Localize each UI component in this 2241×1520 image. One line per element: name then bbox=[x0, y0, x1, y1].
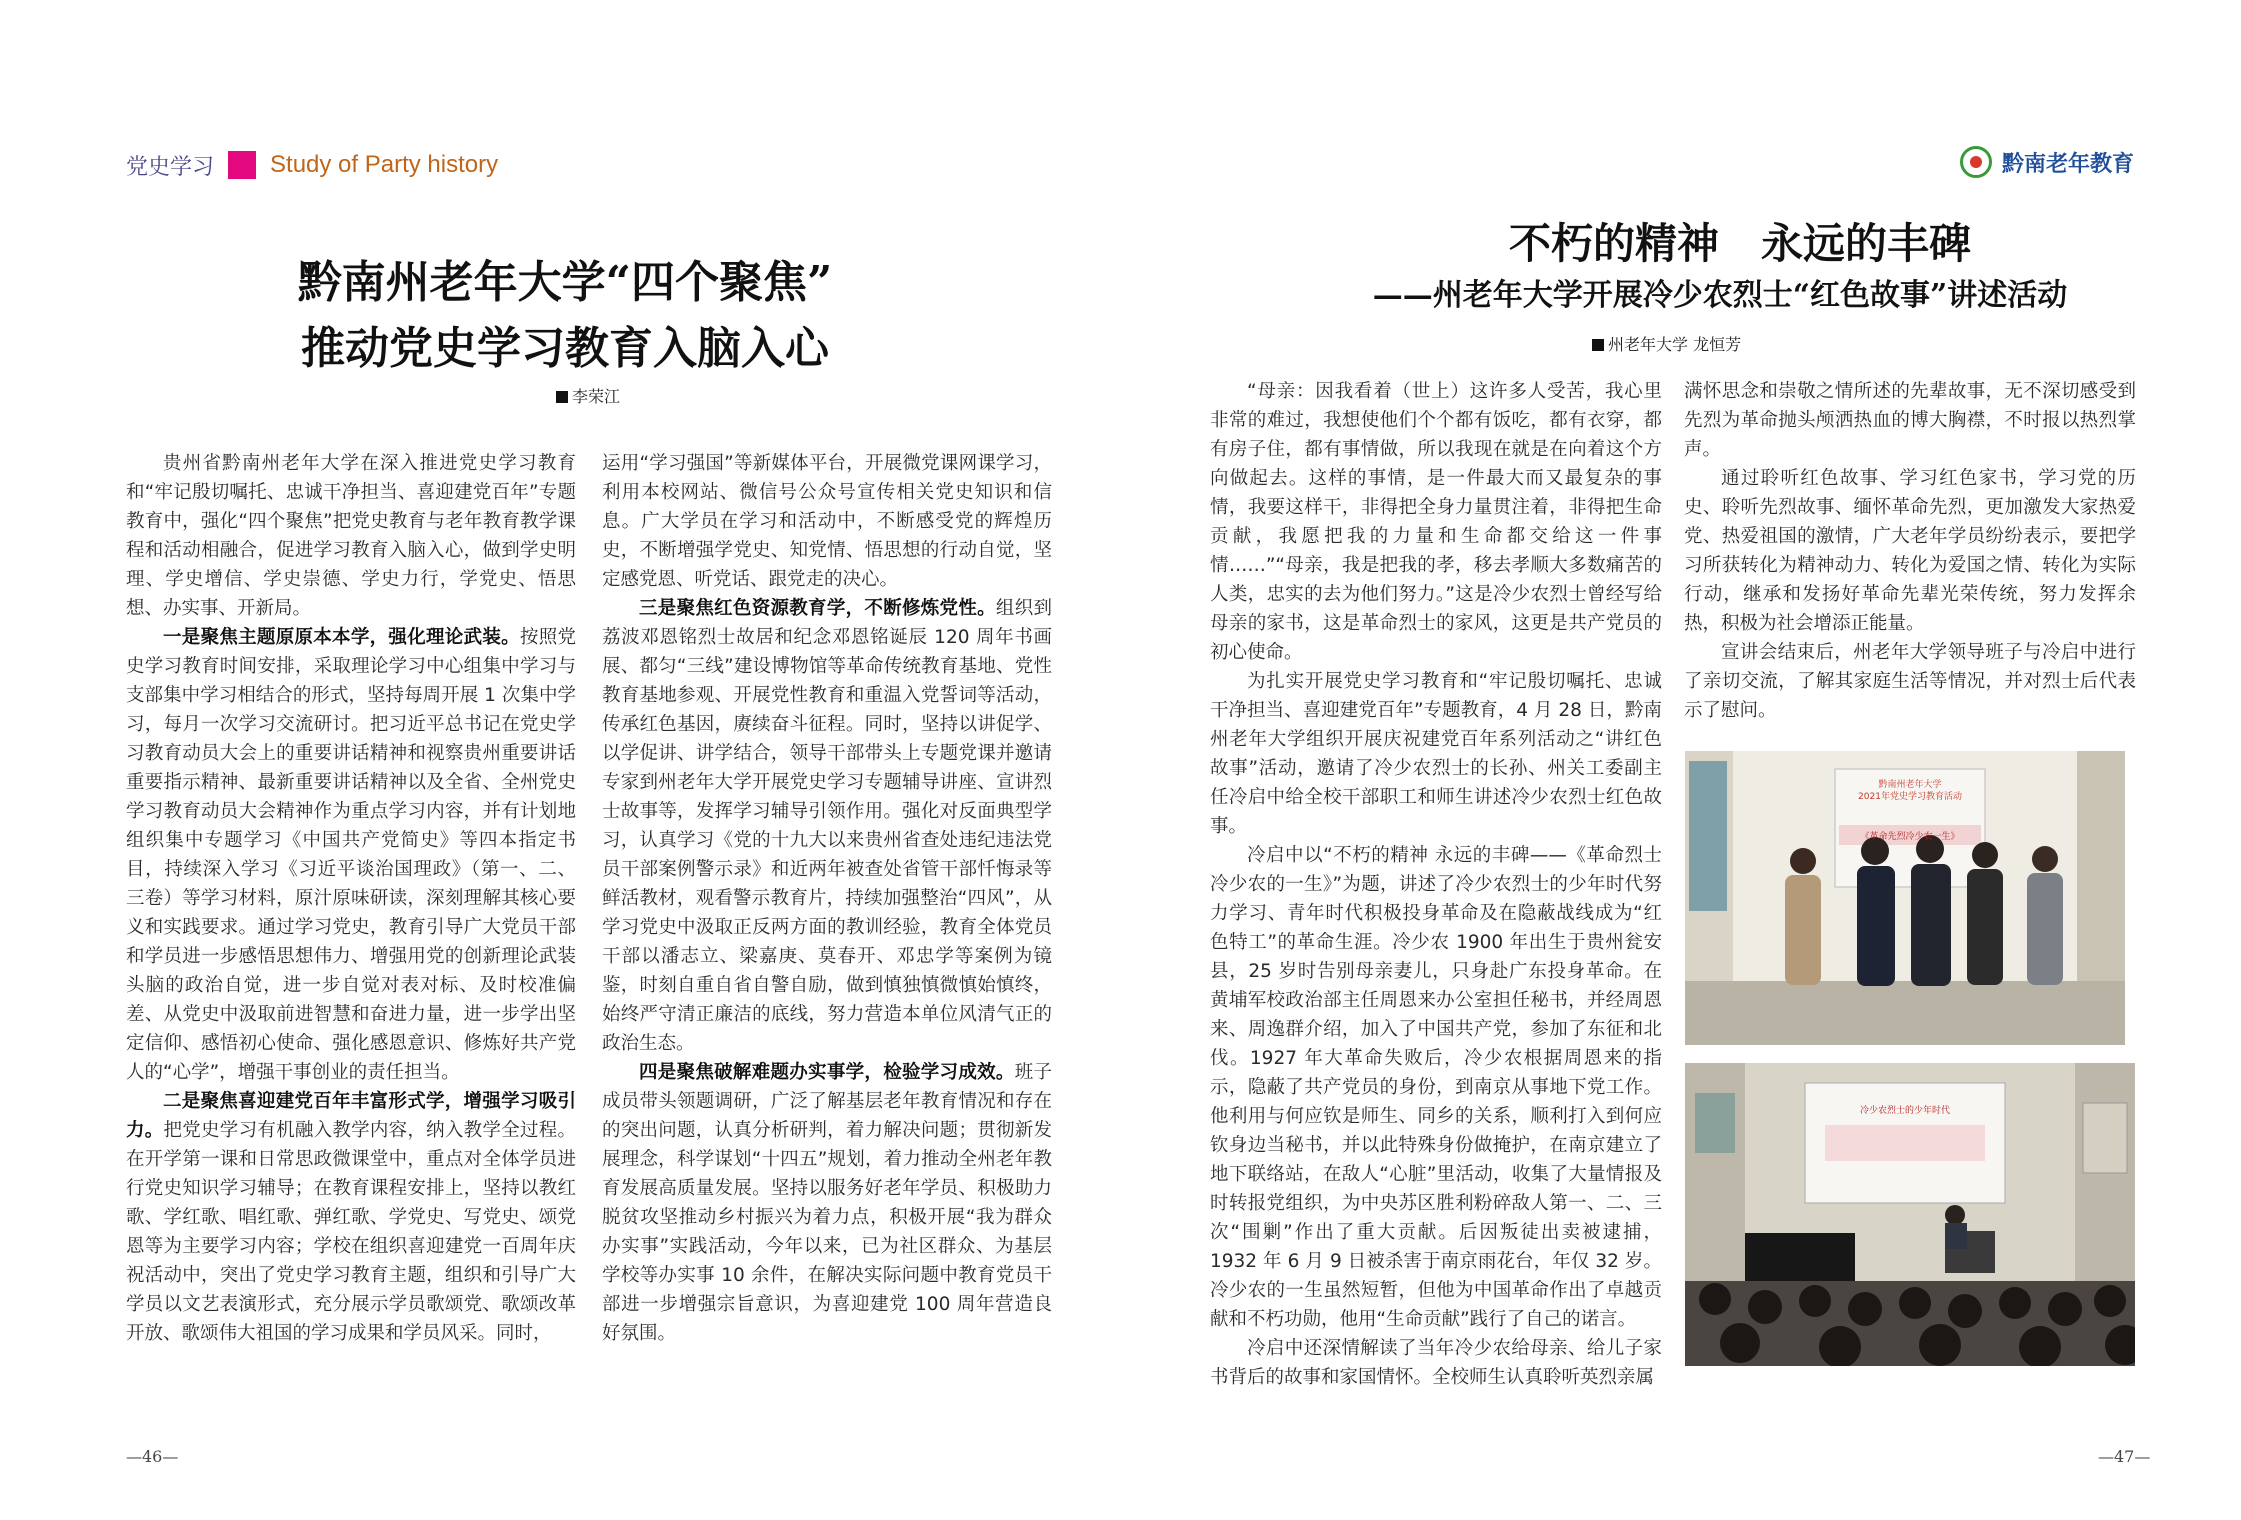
lecture-photo bbox=[1685, 1063, 2135, 1366]
left-article-title bbox=[240, 250, 890, 382]
left-title-line2: 推动党史学习教育入脑入心 bbox=[301, 323, 829, 374]
brand-header bbox=[1960, 140, 2134, 184]
paragraph-heading: 四是聚焦破解难题办实事学，检验学习成效。 bbox=[639, 1062, 1015, 1083]
paragraph-heading: 三是聚焦红色资源教育学，不断修炼党性。 bbox=[639, 598, 996, 619]
screen-banner: 黔南州老年大学 2021年党史学习教育活动 bbox=[1858, 780, 1962, 802]
screen-title: 冷少农烈士的少年时代 bbox=[1859, 1106, 1950, 1116]
paragraph: 二是聚焦喜迎建党百年丰富形式学，增强学习吸引力。把党史学习有机融入教学内容，纳入教学全过程。在开学第一课和日常思政微课堂中，重点对全体学员进行党史知识学习辅导；在教育课程安排上，坚持以教红歌、学红歌、唱红歌、弹红歌、学党史、写党史、颂党恩等为主要学习内容；学校在组织喜迎建党一百周年庆祝活动中，突出了党史学习教育主题，组织和引导广大学员以文艺表演形式，充分展示学员歌颂党、歌颂改革开放、歌颂伟大祖国的学习成果和学员风采。同时， bbox=[126, 1091, 576, 1344]
paragraph: 运用“学习强国”等新媒体平台，开展微党课网课学习，利用本校网站、微信号公众号宣传相关党史知识和信息。广大学员在学习和活动中，不断感受党的辉煌历史，不断增强学党史、知党情、悟思想的行动自觉，坚定感党恩、听党话、跟党走的决心。 bbox=[602, 453, 1052, 590]
byline-marker bbox=[1592, 339, 1604, 351]
brand-name: 黔南老年教育 bbox=[2002, 151, 2135, 177]
screen-title: 《革命先烈冷少农一生》 bbox=[1860, 832, 1960, 842]
paragraph: 宣讲会结束后，州老年大学领导班子与冷启中进行了亲切交流，了解其家庭生活等情况，并对烈士后代表示了慰问。 bbox=[1684, 642, 2136, 721]
paragraph-heading: 二是聚焦喜迎建党百年丰富形式学，增强学习吸引力。 bbox=[126, 1091, 576, 1141]
school-logo-icon bbox=[1960, 146, 1992, 178]
paragraph: 四是聚焦破解难题办实事学，检验学习成效。班子成员带头领题调研，广泛了解基层老年教育情况和存在的突出问题，认真分析研判，着力解决问题；贯彻新发展理念，科学谋划“十四五”规划，着力推动全州老年教育发展高质量发展。坚持以服务好老年学员、积极助力脱贫攻坚推动乡村振兴为着力点，积极开展“我为群众办实事”实践活动，今年以来，已为社区群众、为基层学校等办实事 10 余件，在解决实际问题中教育党员干部进一步增强宗旨意识，为喜迎建党 100 周年营造良好氛围。 bbox=[602, 1062, 1052, 1344]
paragraph: 一是聚焦主题原原本本学，强化理论武装。按照党史学习教育时间安排，采取理论学习中心组集中学习与支部集中学习相结合的形式，坚持每周开展 1 次集中学习，每月一次学习交流研讨。把习近平总书记在党史学习教育动员大会上的重要讲话精神和视察贵州重要讲话重要指示精神、最新重要讲话精神以及全省、全州党史学习教育动员大会精神作为重点学习内容，并有计划地组织集中专题学习《中国共产党简史》等四本指定书目，持续深入学习《习近平谈治国理政》（第一、二、三卷）等学习材料，原汁原味研读，深刻理解其核心要义和实践要求。通过学习党史，教育引导广大党员干部和学员进一步感悟思想伟力、增强用党的创新理论武装头脑的政治自觉，进一步自觉对表对标、及时校准偏差、从党史中汲取前进智慧和奋进力量，进一步学出坚定信仰、感悟初心使命、强化感恩意识、修炼好共产党人的“心学”，增强干事创业的责任担当。 bbox=[126, 627, 576, 1083]
paragraph: 冷启中还深情解读了当年冷少农给母亲、给儿子家书背后的故事和家国情怀。全校师生认真聆听英烈亲属 bbox=[1210, 1338, 1662, 1388]
paragraph: 冷启中以“不朽的精神 永远的丰碑——《革命烈士冷少农的一生》”为题，讲述了冷少农烈士的少年时代努力学习、青年时代积极投身革命及在隐蔽战线成为“红色特工”的革命生涯。冷少农 1900 年出生于贵州瓮安县，25 岁时告别母亲妻儿，只身赴广东投身革命。在黄埔军校政治部主任周恩来办公室担任秘书，并经周恩来、周逸群介绍，加入了中国共产党，参加了东征和北伐。1927 年大革命失败后，冷少农根据周恩来的指示，隐蔽了共产党员的身份，到南京从事地下党工作。他利用与何应钦是师生、同乡的关系，顺利打入到何应钦身边当秘书，并以此特殊身份做掩护，在南京建立了地下联络站，在敌人“心脏”里活动，收集了大量情报及时转报党组织，为中央苏区胜利粉碎敌人第一、二、三次“围剿”作出了重大贡献。后因叛徒出卖被逮捕，1932 年 6 月 9 日被杀害于南京雨花台，年仅 32 岁。冷少农的一生虽然短暂，但他为中国革命作出了卓越贡献和不朽功勋，他用“生命贡献”践行了自己的诺言。 bbox=[1210, 845, 1662, 1330]
paragraph: 通过聆听红色故事、学习红色家书，学习党的历史、聆听先烈故事、缅怀革命先烈，更加激发大家热爱党、热爱祖国的激情，广大老年学员纷纷表示，要把学习所获转化为精神动力、转化为爱国之情、转化为实际行动，继承和发扬好革命先辈光荣传统，努力发挥余热，积极为社会增添正能量。 bbox=[1684, 468, 2136, 634]
left-author: 李荣江 bbox=[572, 387, 621, 406]
paragraph: 贵州省黔南州老年大学在深入推进党史学习教育和“牢记殷切嘱托、忠诚干净担当、喜迎建党百年”专题教育中，强化“四个聚焦”把党史教育与老年教育教学课程和活动相融合，促进学习教育入脑入心，做到学史明理、学史增信、学史崇德、学史力行，学党史、悟思想、办实事、开新局。 bbox=[126, 453, 576, 619]
left-article-byline bbox=[556, 384, 620, 407]
right-article-title: 不朽的精神 永远的丰碑 bbox=[1508, 219, 1971, 268]
paragraph-heading: 一是聚焦主题原原本本学，强化理论武装。 bbox=[163, 627, 520, 648]
group-photo bbox=[1685, 751, 2125, 1045]
right-article-column-1 bbox=[1210, 377, 1662, 1392]
section-label-en: Study of Party history bbox=[270, 151, 499, 178]
right-author: 州老年大学 龙恒芳 bbox=[1608, 335, 1742, 354]
paragraph: 为扎实开展党史学习教育和“牢记殷切嘱托、忠诚干净担当、喜迎建党百年”专题教育，4 月 28 日，黔南州老年大学组织开展庆祝建党百年系列活动之“讲红色故事”活动，邀请了冷少农烈士的长孙、州关工委副主任冷启中给全校干部职工和师生讲述冷少农烈士红色故事。 bbox=[1210, 671, 1662, 837]
section-label-cn: 党史学习 bbox=[126, 154, 215, 180]
section-marker-square bbox=[228, 151, 256, 179]
byline-marker bbox=[556, 391, 568, 403]
left-article-column-2 bbox=[602, 449, 1052, 1348]
right-article-byline bbox=[1592, 332, 1741, 355]
right-article-column-2 bbox=[1684, 377, 2136, 725]
page-number-right: —47— bbox=[2098, 1447, 2151, 1466]
page-number-left: —46— bbox=[126, 1447, 179, 1466]
paragraph: “母亲：因我看着（世上）这许多人受苦，我心里非常的难过，我想使他们个个都有饭吃，都有衣穿，都有房子住，都有事情做，所以我现在就是在向着这个方向做起去。这样的事情，是一件最大而又最复杂的事情，我要这样干，非得把全身力量贯注着，非得把生命贡献，我愿把我的力量和生命都交给这一件事情……”“母亲，我是把我的孝，移去孝顺大多数痛苦的人类，忠实的去为他们努力。”这是冷少农烈士曾经写给母亲的家书，这是革命烈士的家风，这更是共产党员的初心使命。 bbox=[1210, 381, 1662, 663]
paragraph: 满怀思念和崇敬之情所述的先辈故事，无不深切感受到先烈为革命抛头颅洒热血的博大胸襟，不时报以热烈掌声。 bbox=[1684, 381, 2136, 460]
left-article-column-1 bbox=[126, 449, 576, 1348]
right-article-subtitle: ——州老年大学开展冷少农烈士“红色故事”讲述活动 bbox=[1372, 278, 2068, 313]
left-title-line1: 黔南州老年大学“四个聚焦” bbox=[297, 257, 833, 308]
paragraph: 三是聚焦红色资源教育学，不断修炼党性。组织到荔波邓恩铭烈士故居和纪念邓恩铭诞辰 120 周年书画展、都匀“三线”建设博物馆等革命传统教育基地、党性教育基地参观、开展党性教育和重温入党誓词等活动，传承红色基因，赓续奋斗征程。同时，坚持以讲促学、以学促讲、讲学结合，领导干部带头上专题党课并邀请专家到州老年大学开展党史学习专题辅导讲座、宣讲烈士故事等，发挥学习辅导引领作用。强化对反面典型学习，认真学习《党的十九大以来贵州省查处违纪违法党员干部案例警示录》和近两年被查处省管干部忏悔录等鲜活教材，观看警示教育片，持续加强整治“四风”，从学习党史中汲取正反两方面的教训经验，教育全体党员干部以潘志立、梁嘉庚、莫春开、邓忠学等案例为镜鉴，时刻自重自省自警自励，做到慎独慎微慎始慎终，始终严守清正廉洁的底线，努力营造本单位风清气正的政治生态。 bbox=[602, 598, 1052, 1054]
section-header bbox=[126, 148, 498, 182]
